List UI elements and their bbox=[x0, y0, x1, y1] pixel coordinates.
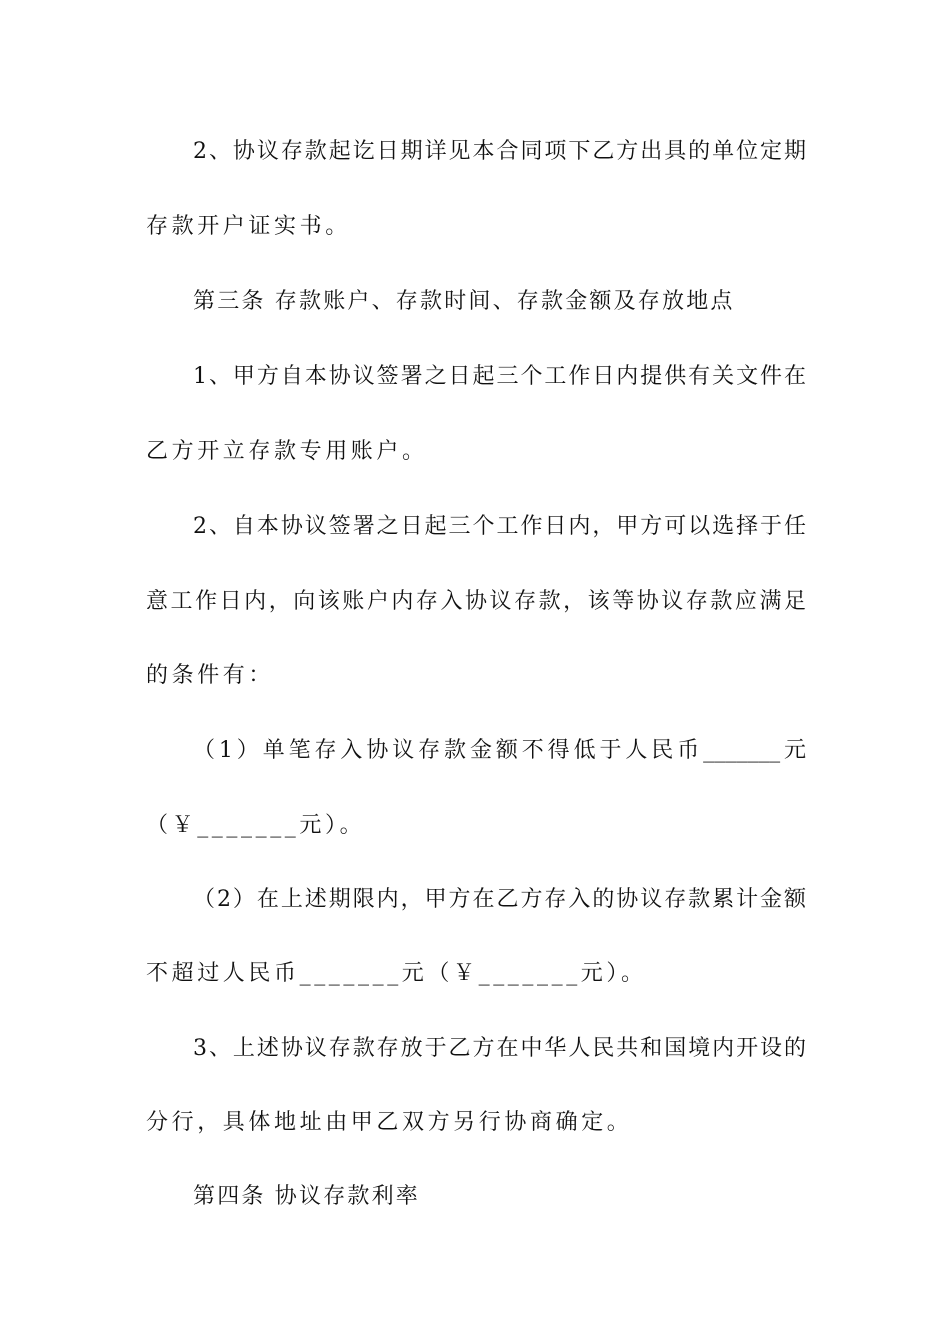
section-heading: 第四条 协议存款利率 bbox=[193, 1184, 420, 1209]
paragraph-line: 分行，具体地址由甲乙双方另行协商确定。 bbox=[146, 1110, 633, 1135]
paragraph-line: （￥_______元）。 bbox=[146, 813, 366, 838]
paragraph-line: 不超过人民币_______元（￥_______元）。 bbox=[146, 961, 647, 986]
section-heading: 第三条 存款账户、存款时间、存款金额及存放地点 bbox=[193, 289, 735, 314]
paragraph-line: （2）在上述期限内，甲方在乙方存入的协议存款累计金额 bbox=[193, 887, 806, 912]
paragraph-line: 1、甲方自本协议签署之日起三个工作日内提供有关文件在 bbox=[193, 364, 806, 389]
paragraph-line: 存款开户证实书。 bbox=[146, 214, 351, 239]
paragraph-line: 2、协议存款起讫日期详见本合同项下乙方出具的单位定期 bbox=[193, 139, 806, 164]
paragraph-line: （1）单笔存入协议存款金额不得低于人民币_______元 bbox=[193, 738, 806, 763]
paragraph-line: 2、自本协议签署之日起三个工作日内，甲方可以选择于任 bbox=[193, 514, 806, 539]
paragraph-line: 的条件有： bbox=[146, 663, 275, 688]
paragraph-line: 意工作日内，向该账户内存入协议存款，该等协议存款应满足 bbox=[146, 589, 806, 614]
paragraph-line: 乙方开立存款专用账户。 bbox=[146, 439, 428, 464]
paragraph-line: 3、上述协议存款存放于乙方在中华人民共和国境内开设的 bbox=[193, 1036, 806, 1061]
